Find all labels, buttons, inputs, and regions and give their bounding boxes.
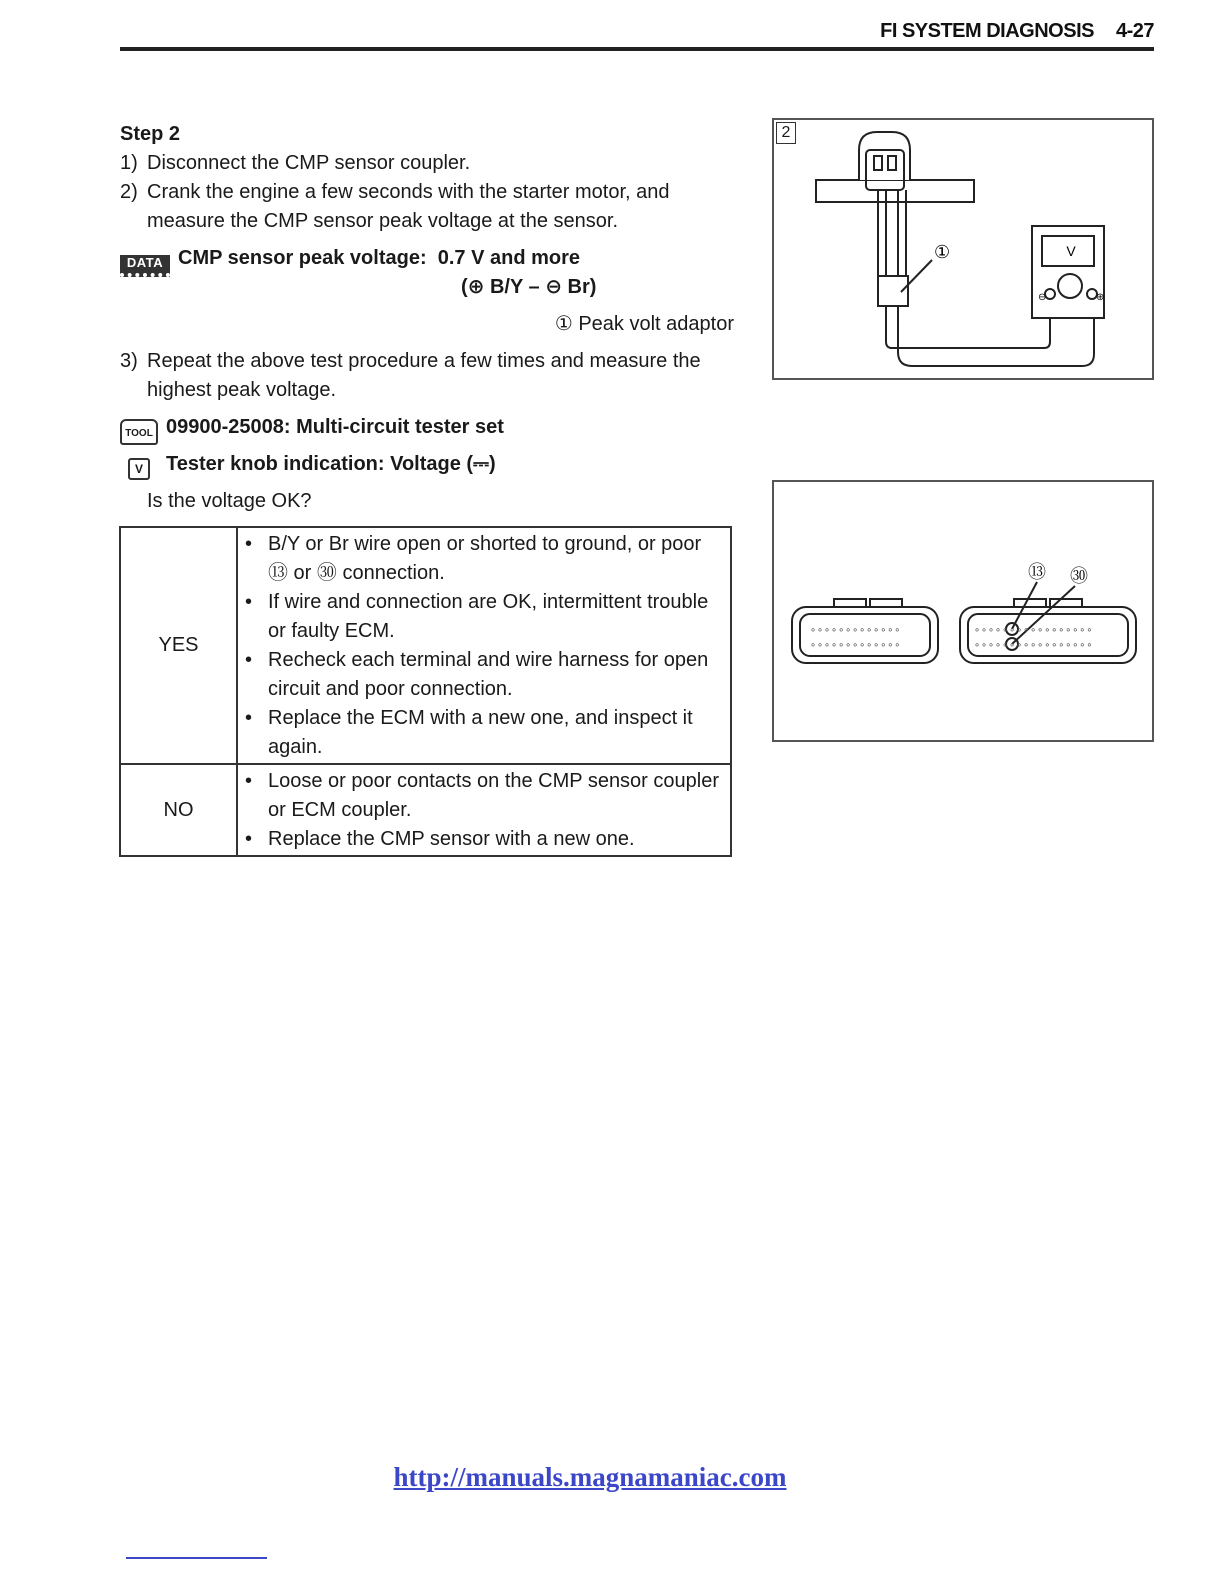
knob-line bbox=[120, 450, 740, 479]
spec-label: CMP sensor peak voltage: bbox=[178, 247, 427, 269]
list-item: • Recheck each terminal and wire harness for open circuit and poor connection. bbox=[238, 646, 724, 704]
page-number: 4-27 bbox=[1115, 20, 1154, 42]
coupler-pins bbox=[810, 626, 1093, 652]
list-item: • Replace the CMP sensor with a new one. bbox=[238, 825, 724, 854]
manuals-link[interactable]: http://manuals.magnamaniac.com bbox=[393, 1462, 787, 1492]
table-row-no bbox=[120, 764, 731, 856]
tester-knob-icon: V bbox=[128, 458, 150, 480]
list-item: • B/Y or Br wire open or shorted to ground, or poor ⑬ or ㉚ connection. bbox=[238, 530, 724, 588]
figure-reference: ① Peak volt adaptor bbox=[554, 313, 734, 335]
callout-13: ⑬ bbox=[1028, 562, 1046, 583]
step-item-1: 1) Disconnect the CMP sensor coupler. bbox=[120, 152, 471, 174]
callout-30: ㉚ bbox=[1070, 566, 1088, 587]
positive-terminal: ⊕ bbox=[1096, 292, 1105, 303]
knob-text: Tester knob indication: Voltage (⎓) bbox=[166, 453, 496, 475]
wiring-diagram-svg bbox=[774, 120, 1152, 378]
list-item: • Loose or poor contacts on the CMP sensor coupler or ECM coupler. bbox=[238, 767, 724, 825]
list-item: • Replace the ECM with a new one, and inspect it again. bbox=[238, 704, 724, 762]
wiring-diagram bbox=[772, 118, 1154, 380]
ecm-coupler-diagram bbox=[772, 480, 1154, 742]
svg-text:∘∘∘∘∘∘∘∘∘∘∘∘∘∘∘∘∘: ∘∘∘∘∘∘∘∘∘∘∘∘∘∘∘∘∘ bbox=[974, 626, 1094, 637]
question: Is the voltage OK? bbox=[147, 490, 312, 512]
svg-text:∘∘∘∘∘∘∘∘∘∘∘∘∘: ∘∘∘∘∘∘∘∘∘∘∘∘∘ bbox=[810, 626, 902, 637]
negative-terminal: ⊖ bbox=[1038, 292, 1047, 303]
yes-label: YES bbox=[120, 527, 237, 764]
list-item: • If wire and connection are OK, intermittent trouble or faulty ECM. bbox=[238, 588, 724, 646]
result-table bbox=[119, 526, 732, 857]
figure-badge: 2 bbox=[776, 122, 796, 144]
tool-line bbox=[120, 413, 740, 442]
tool-icon: TOOL bbox=[120, 419, 158, 445]
section-title: FI SYSTEM DIAGNOSIS bbox=[880, 20, 1094, 42]
spec-value: 0.7 V and more bbox=[437, 247, 581, 269]
step-title: Step 2 bbox=[120, 123, 181, 145]
header-rule bbox=[120, 47, 1154, 51]
spec-line bbox=[120, 244, 740, 273]
step-content bbox=[120, 120, 740, 516]
svg-text:∘∘∘∘∘∘∘∘∘∘∘∘∘∘∘∘∘: ∘∘∘∘∘∘∘∘∘∘∘∘∘∘∘∘∘ bbox=[974, 641, 1094, 652]
page-header bbox=[880, 20, 1154, 43]
callout-1: ① bbox=[934, 242, 951, 263]
footer-rule bbox=[126, 1557, 267, 1559]
ecm-coupler-svg bbox=[774, 482, 1152, 740]
data-icon: DATA bbox=[120, 255, 170, 277]
spec-polarity: (⊕ B/Y – ⊖ Br) bbox=[461, 276, 597, 298]
svg-text:∘∘∘∘∘∘∘∘∘∘∘∘∘: ∘∘∘∘∘∘∘∘∘∘∘∘∘ bbox=[810, 641, 902, 652]
step-item-2: 2) Crank the engine a few seconds with the starter motor, and measure the CMP sensor peak voltage at the sensor. bbox=[120, 181, 670, 232]
table-row-yes bbox=[120, 527, 731, 764]
no-label: NO bbox=[120, 764, 237, 856]
step-item-3: 3) Repeat the above test procedure a few times and measure the highest peak voltage. bbox=[120, 350, 701, 401]
tool-text: 09900-25008: Multi-circuit tester set bbox=[166, 416, 504, 438]
meter-display: V bbox=[1066, 243, 1076, 259]
